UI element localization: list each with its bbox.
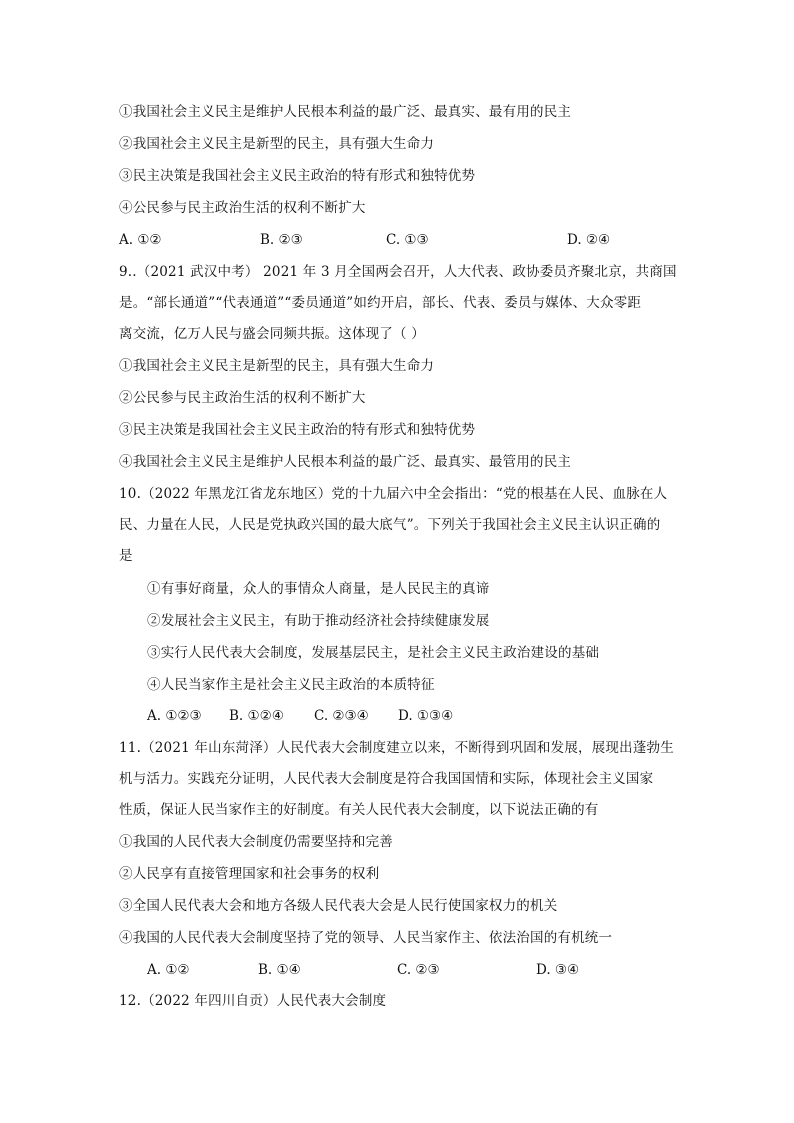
- q8-item-1: ①我国社会主义民主是维护人民根本利益的最广泛、最真实、最有用的民主: [119, 104, 572, 120]
- q11-item-1: ①我国的人民代表大会制度仍需要坚持和完善: [119, 834, 393, 850]
- q10-stem-line-2: 民、力量在人民，人民是党执政兴国的最大底气”。下列关于我国社会主义民主认识正确的: [119, 517, 661, 533]
- q9-stem-line-2: 是。“部长通道”“代表通道”“委员通道”如约开启，部长、代表、委员与媒体、大众零距: [119, 295, 642, 311]
- q8-option-c: C. ①③: [386, 232, 429, 248]
- q10-item-3: ③实行人民代表大会制度，发展基层民主，是社会主义民主政治建设的基础: [147, 645, 600, 661]
- q9-stem-line-1: 9..（2021 武汉中考） 2021 年 3 月全国两会召开，人大代表、政协委员齐聚北京，共商国: [119, 264, 677, 280]
- q10-item-1: ①有事好商量，众人的事情众人商量，是人民民主的真谛: [147, 581, 490, 597]
- q11-stem-line-2: 机与活力。实践充分证明，人民代表大会制度是符合我国国情和实际，体现社会主义国家: [119, 771, 654, 787]
- q8-item-4: ④公民参与民主政治生活的权利不断扩大: [119, 200, 366, 216]
- q11-option-a: A. ①②: [147, 962, 190, 978]
- q11-item-2: ②人民享有直接管理国家和社会事务的权利: [119, 866, 380, 882]
- q11-option-c: C. ②③: [397, 962, 440, 978]
- q11-stem-line-1: 11.（2021 年山东菏泽）人民代表大会制度建立以来，不断得到巩固和发展，展现出蓬勃生: [119, 740, 674, 756]
- q10-stem-line-3: 是: [119, 548, 133, 564]
- q10-item-2: ②发展社会主义民主，有助于推动经济社会持续健康发展: [147, 613, 490, 629]
- q11-item-4: ④我国的人民代表大会制度坚持了党的领导、人民当家作主、依法治国的有机统一: [119, 930, 613, 946]
- q11-option-d: D. ③④: [536, 962, 580, 978]
- q9-item-3: ③民主决策是我国社会主义民主政治的特有形式和独特优势: [119, 422, 476, 438]
- q11-option-b: B. ①④: [258, 962, 301, 978]
- q8-option-b: B. ②③: [260, 232, 303, 248]
- q10-option-a: A. ①②③: [147, 708, 202, 724]
- q9-item-4: ④我国社会主义民主是维护人民根本利益的最广泛、最真实、最管用的民主: [119, 454, 572, 470]
- q8-item-3: ③民主决策是我国社会主义民主政治的特有形式和独特优势: [119, 168, 476, 184]
- q11-stem-line-3: 性质，保证人民当家作主的好制度。有关人民代表大会制度，以下说法正确的有: [119, 802, 599, 818]
- q8-option-d: D. ②④: [567, 232, 611, 248]
- q10-option-b: B. ①②④: [229, 708, 284, 724]
- q10-stem-line-1: 10.（2022 年黑龙江省龙东地区）党的十九届六中全会指出：“党的根基在人民、血脉在人: [119, 486, 668, 502]
- q8-option-a: A. ①②: [119, 232, 162, 248]
- q10-option-d: D. ①③④: [398, 708, 454, 724]
- q9-item-2: ②公民参与民主政治生活的权利不断扩大: [119, 390, 366, 406]
- q11-item-3: ③全国人民代表大会和地方各级人民代表大会是人民行使国家权力的机关: [119, 898, 558, 914]
- q8-item-2: ②我国社会主义民主是新型的民主，具有强大生命力: [119, 136, 435, 152]
- q10-option-c: C. ②③④: [314, 708, 369, 724]
- q9-item-1: ①我国社会主义民主是新型的民主，具有强大生命力: [119, 358, 435, 374]
- q12-stem: 12.（2022 年四川自贡）人民代表大会制度: [119, 993, 387, 1009]
- q10-item-4: ④人民当家作主是社会主义民主政治的本质特征: [147, 677, 435, 693]
- q9-stem-line-3: 离交流，亿万人民与盛会同频共振。这体现了（ ）: [119, 326, 425, 342]
